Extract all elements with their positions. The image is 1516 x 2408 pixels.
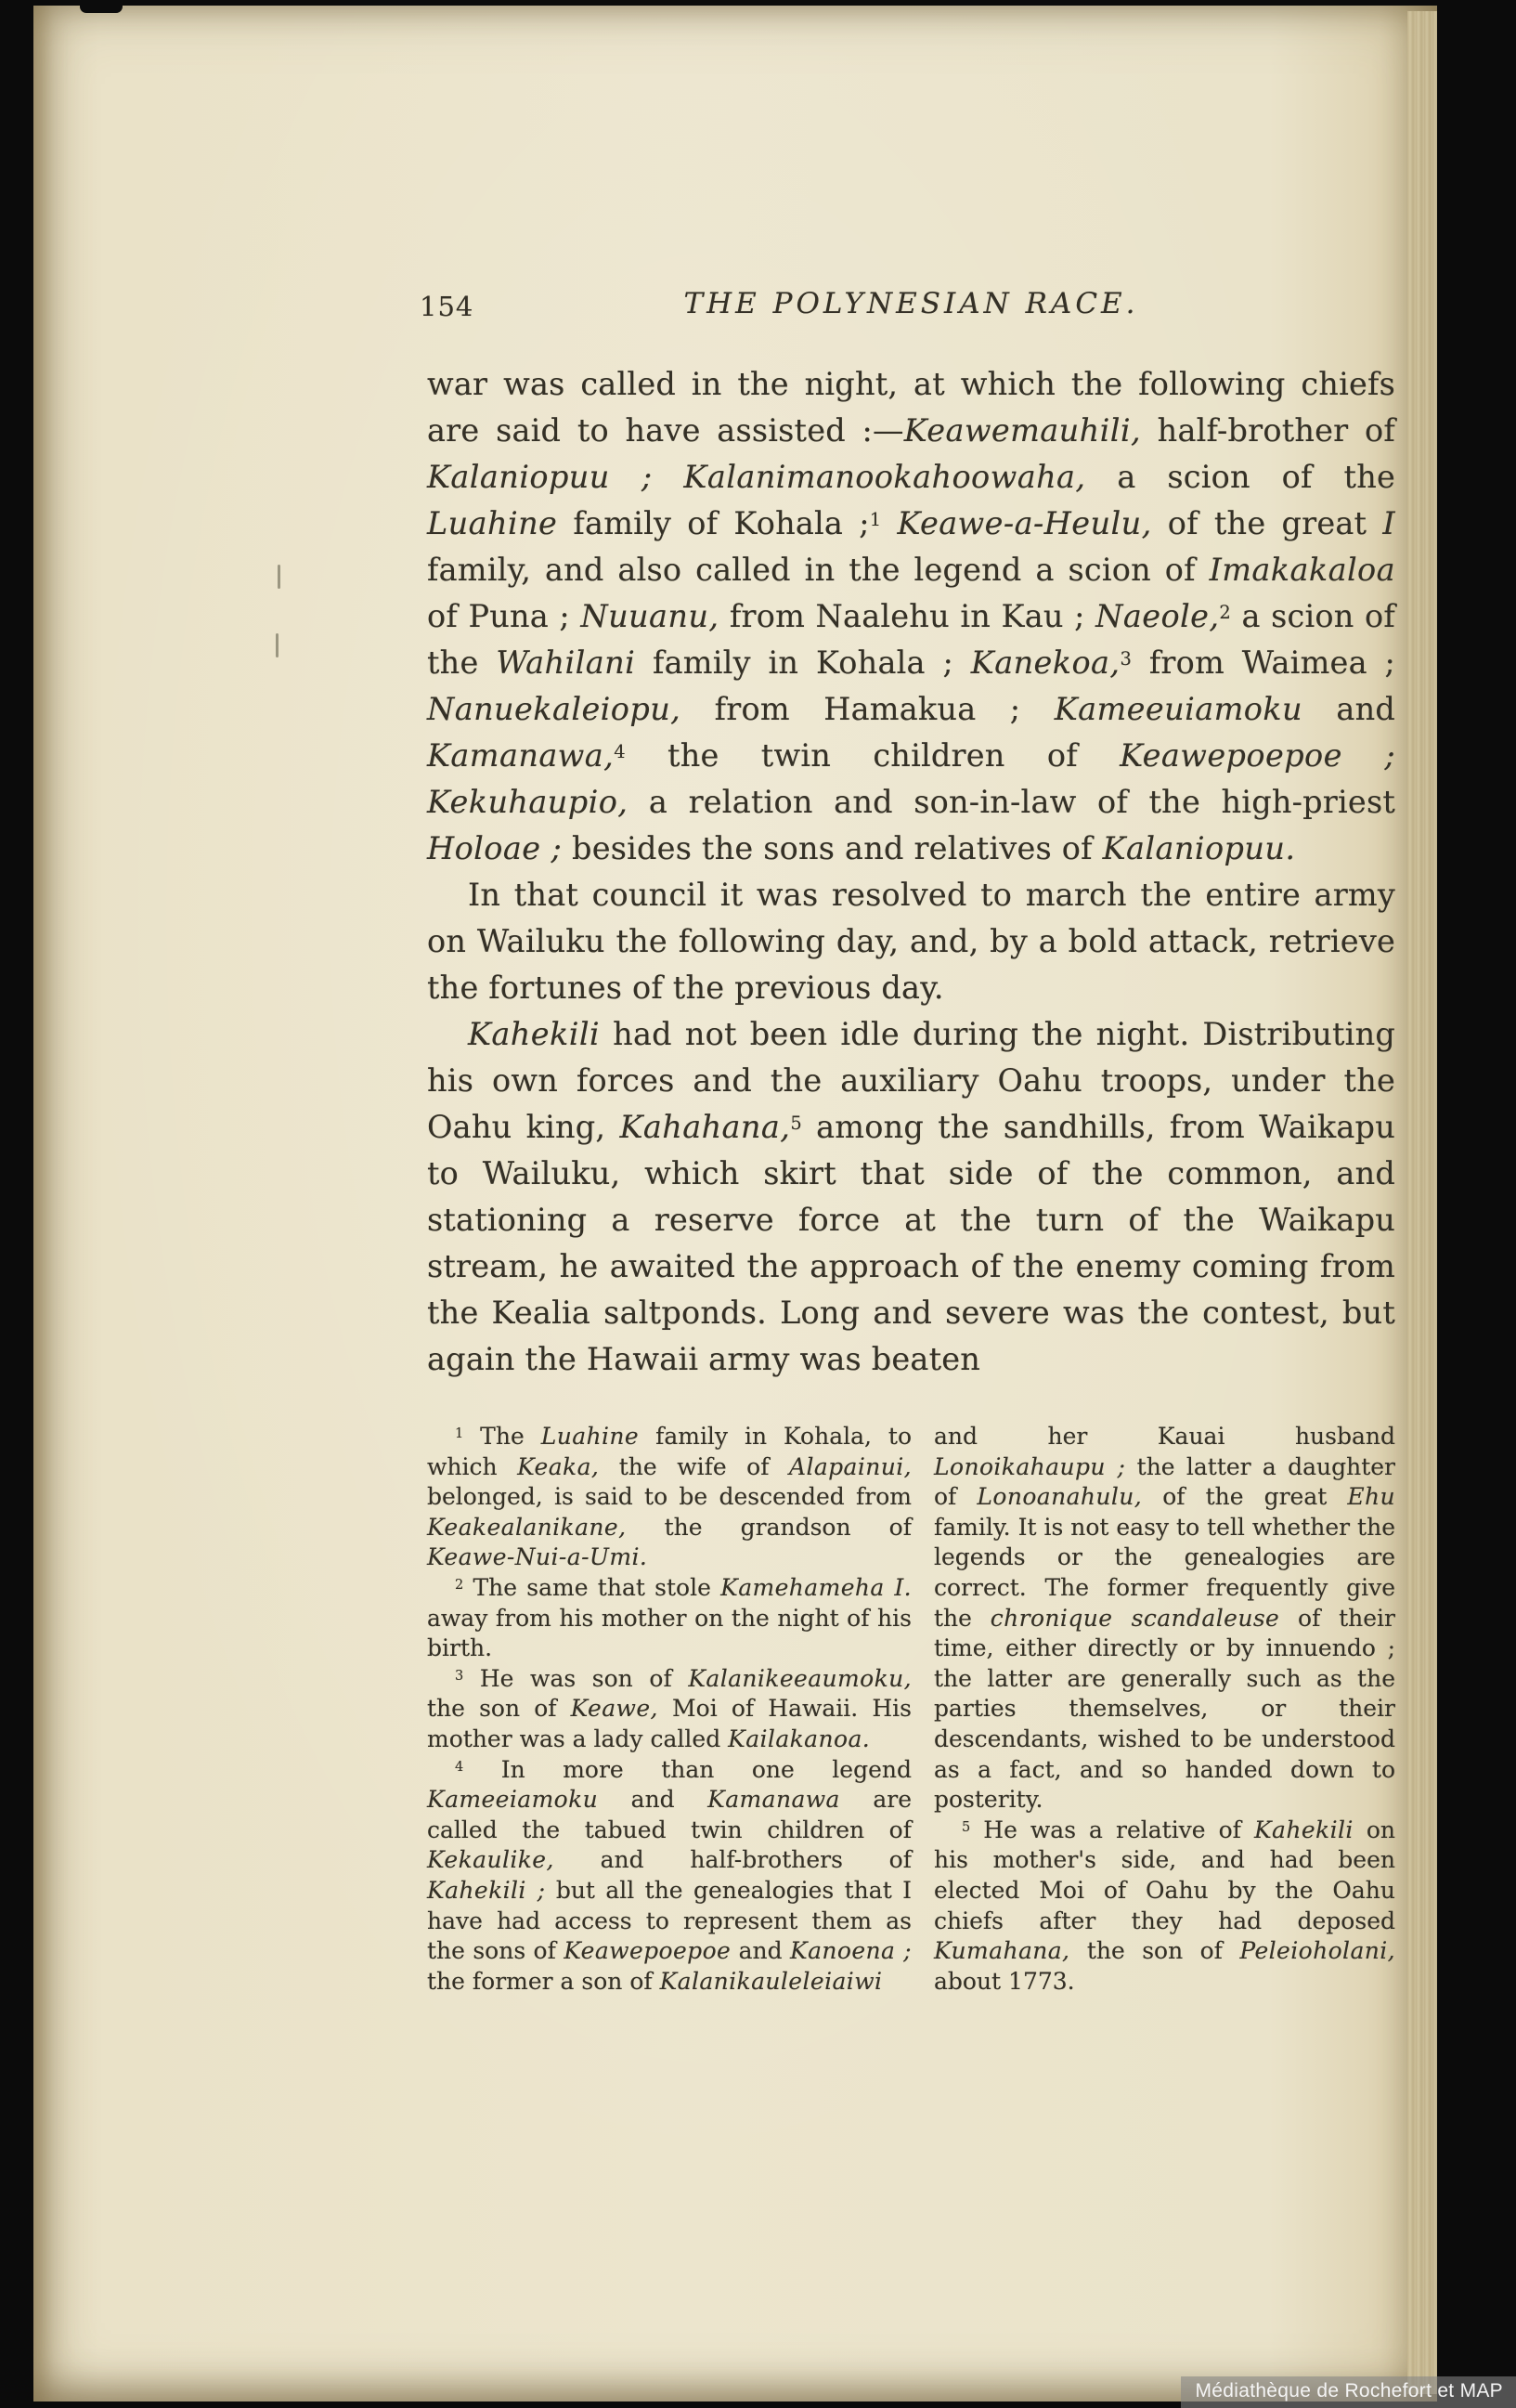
footnote: $^1$ The Luahine family in Kohala, to which Keaka, the wife of Alapainui, belonged, is said to be descended from Keakealanikane, the grandson of Keawe-Nui-a-Umi. — [427, 1423, 913, 1571]
paragraph: Kahekili had not been idle during the night. Distributing his own forces and the auxiliary Oahu troops, under the Oahu king, Kahahana,$^5$ among the sandhills, from Waikapu to Wailuku, which skirt that side of the common, and stationing a reserve force at the turn of the Waikapu stream, he awaited the approach of the enemy coming from the Kealia saltponds. Long and severe was the contest, but again the Hawaii army was beaten — [427, 1016, 1395, 1377]
footnotes-right-column — [934, 1422, 1395, 1997]
footnote: $^5$ He was a relative of Kahekili on his mother's side, and had been elected Moi of Oahu by the Oahu chiefs after they had deposed Kumahana, the son of Peleioholani, about 1773. — [934, 1816, 1395, 1995]
body-text — [427, 361, 1395, 1383]
footnote: $^3$ He was son of Kalanikeeaumoku, the son of Keawe, Moi of Hawaii. His mother was a lady called Kailakanoa. — [427, 1664, 912, 1752]
scan-artifact-notch — [80, 0, 123, 13]
paragraph: war was called in the night, at which the following chiefs are said to have assisted :—Keawemauhili, half-brother of Kalaniopuu ; Kalanimanookahoowaha, a scion of the Luahine family of Kohala ;$^1$ Keawe-a-Heulu, of the great I family, and also called in the legend a scion of Imakakaloa of Puna ; Nuuanu, from Naalehu in Kau ; Naeole,$^2$ a scion of the Wahilani family in Kohala ; Kanekoa,$^3$ from Waimea ; Nanuekaleiopu, from Hamakua ; Kameeuiamoku and Kamanawa,$^4$ the twin children of Keawepoepoe ; Kekuhaupio, a relation and son-in-law of the high-priest Holoae ; besides the sons and relatives of Kalaniopuu. — [427, 366, 1396, 866]
scan-artifact-tick — [276, 633, 279, 657]
footnote: $^2$ The same that stole Kamehameha I. away from his mother on the night of his birth. — [427, 1573, 912, 1662]
page-number: 154 — [420, 291, 474, 322]
text-block — [420, 287, 1396, 1997]
paragraph: In that council it was resolved to march the entire army on Wailuku the following day, and, by a bold attack, retrieve the fortunes of the previous day. — [427, 877, 1395, 1006]
footnote: $^4$ In more than one legend Kameeiamoku and Kamanawa are called the tabued twin children of Kekaulike, and half-brothers of Kahekili ; but all the genealogies that I have had access to represent them as the sons of Keawepoepoe and Kanoena ; the former a son of Kalanikauleleiaiwi — [427, 1755, 913, 1995]
scan-artifact-tick — [278, 565, 280, 589]
page-header — [420, 287, 1395, 326]
page-stack-edge — [1407, 11, 1437, 2394]
running-title: THE POLYNESIAN RACE. — [683, 287, 1139, 320]
footnotes-left-column — [427, 1422, 912, 1997]
watermark: Médiathèque de Rochefort et MAP — [1181, 2376, 1516, 2408]
footnotes — [427, 1422, 1395, 1997]
footnote: and her Kauai husband Lonoikahaupu ; the latter a daughter of Lonoanahulu, of the great Ehu family. It is not easy to tell whether the legends or the genealogies are correct. The former frequently give the chronique scandaleuse of their time, either directly or by innuendo ; the latter are generally such as the parties themselves, or their descendants, wished to be understood as a fact, and so handed down to posterity. — [934, 1423, 1396, 1814]
footnotes-column-gap — [912, 1422, 934, 1997]
page-paper — [33, 6, 1437, 2401]
